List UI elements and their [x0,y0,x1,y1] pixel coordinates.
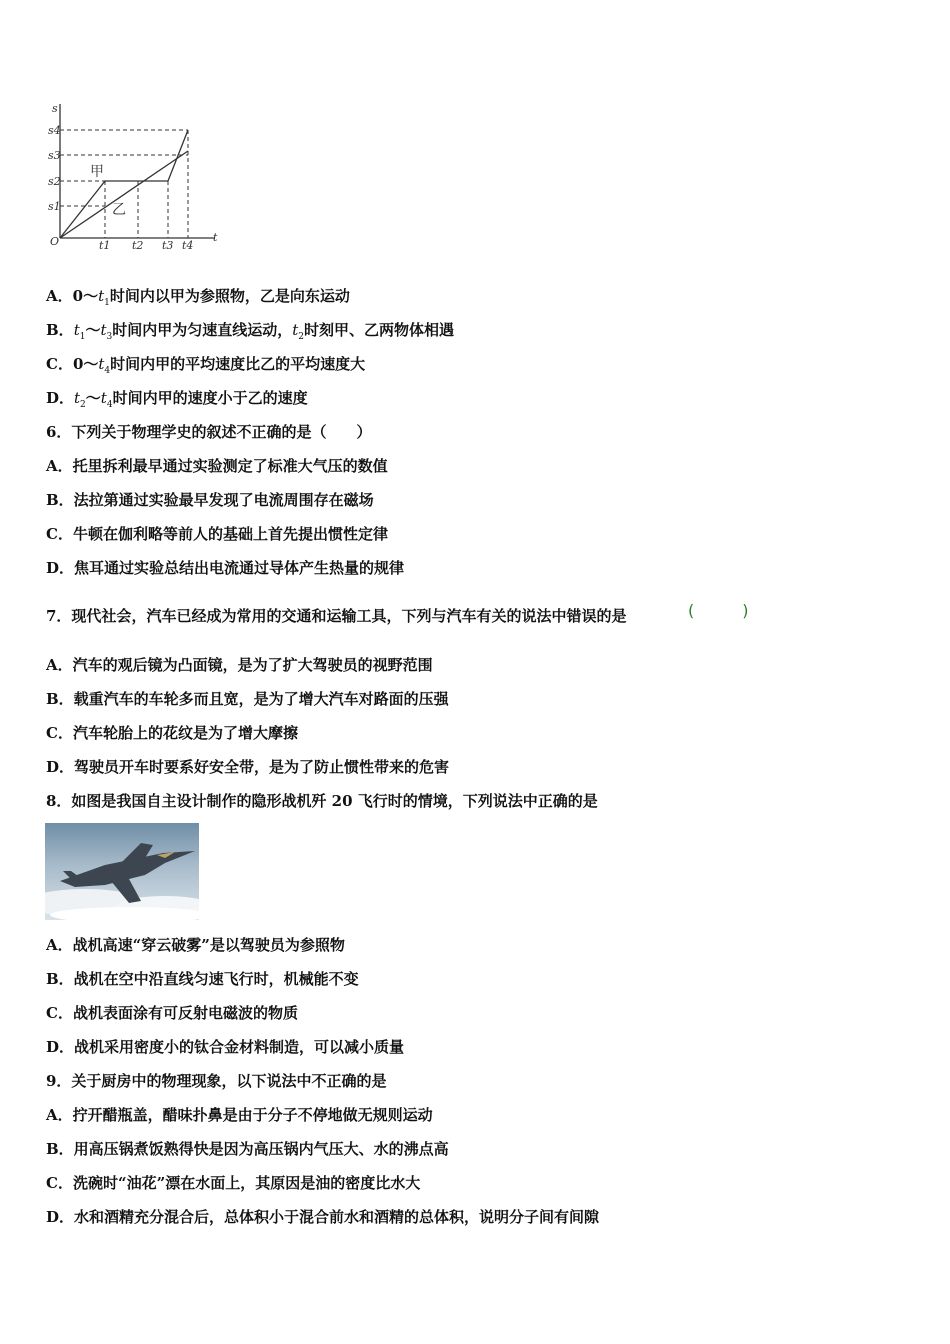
tick-t1: t1 [99,239,111,250]
q7-answer-paren: ( ) [688,601,749,620]
label-yi: 乙 [112,202,126,218]
q9-option-c: C．洗碗时“油花”漂在水面上，其原因是油的密度比水大 [46,1174,421,1192]
line-jia [60,130,188,238]
q6-option-a: A．托里拆利最早通过实验测定了标准大气压的数值 [46,457,388,475]
q8-option-d: D．战机采用密度小的钛合金材料制造，可以减小质量 [46,1038,405,1056]
q7-option-b: B．载重汽车的车轮多而且宽，是为了增大汽车对路面的压强 [46,690,449,708]
q8-option-b: B．战机在空中沿直线匀速飞行时，机械能不变 [46,970,359,988]
q9-option-a: A．拧开醋瓶盖，醋味扑鼻是由于分子不停地做无规则运动 [46,1106,433,1124]
tick-s4: s4 [48,124,61,137]
q8-option-c: C．战机表面涂有可反射电磁波的物质 [46,1004,298,1022]
tick-t3: t3 [162,239,174,250]
s-t-graph [40,98,230,250]
tick-s2: s2 [48,175,61,188]
q5-option-d: D．$t_2\sim t_4$时间内甲的速度小于乙的速度 [46,389,308,410]
q6-option-d: D．焦耳通过实验总结出电流通过导体产生热量的规律 [46,559,405,577]
tick-t2: t2 [132,239,144,250]
q8-option-a: A．战机高速“穿云破雾”是以驾驶员为参照物 [46,936,345,954]
tick-s3: s3 [48,149,61,162]
q9-option-b: B．用高压锅煮饭熟得快是因为高压锅内气压大、水的沸点高 [46,1140,449,1158]
q7-option-c: C．汽车轮胎上的花纹是为了增大摩擦 [46,724,298,742]
q7-option-d: D．驾驶员开车时要系好安全带，是为了防止惯性带来的危害 [46,758,450,776]
y-axis-label: s [52,102,58,115]
q6-option-c: C．牛顿在伽利略等前人的基础上首先提出惯性定律 [46,525,388,543]
q7-option-a: A．汽车的观后镜为凸面镜，是为了扩大驾驶员的视野范围 [46,656,433,674]
q5-option-c: C．$0\sim t_4$时间内甲的平均速度比乙的平均速度大 [46,355,366,376]
q9-stem: 9．关于厨房中的物理现象，以下说法中不正确的是 [46,1072,387,1090]
q7-stem: 7．现代社会，汽车已经成为常用的交通和运输工具，下列与汽车有关的说法中错误的是 [46,607,627,625]
q9-option-d: D．水和酒精充分混合后，总体积小于混合前水和酒精的总体积，说明分子间有间隙 [46,1208,600,1226]
line-yi [60,151,188,238]
q5-option-a: A．$0\sim t_1$时间内以甲为参照物，乙是向东运动 [46,287,350,308]
tick-t4: t4 [182,239,194,250]
q5-option-b: B．$t_1\sim t_3$时间内甲为匀速直线运动，$t_2$时刻甲、乙两物体相遇 [46,321,455,342]
x-axis-label: t [213,231,218,244]
q6-option-b: B．法拉第通过实验最早发现了电流周围存在磁场 [46,491,374,509]
label-jia: 甲 [90,164,104,180]
tick-s1: s1 [48,200,61,213]
origin-label: O [50,235,60,248]
j20-fighter-photo [45,823,199,920]
q8-stem: 8．如图是我国自主设计制作的隐形战机歼 20 飞行时的情境，下列说法中正确的是 [46,792,598,810]
q6-stem: 6．下列关于物理学史的叙述不正确的是（ ） [46,423,372,441]
